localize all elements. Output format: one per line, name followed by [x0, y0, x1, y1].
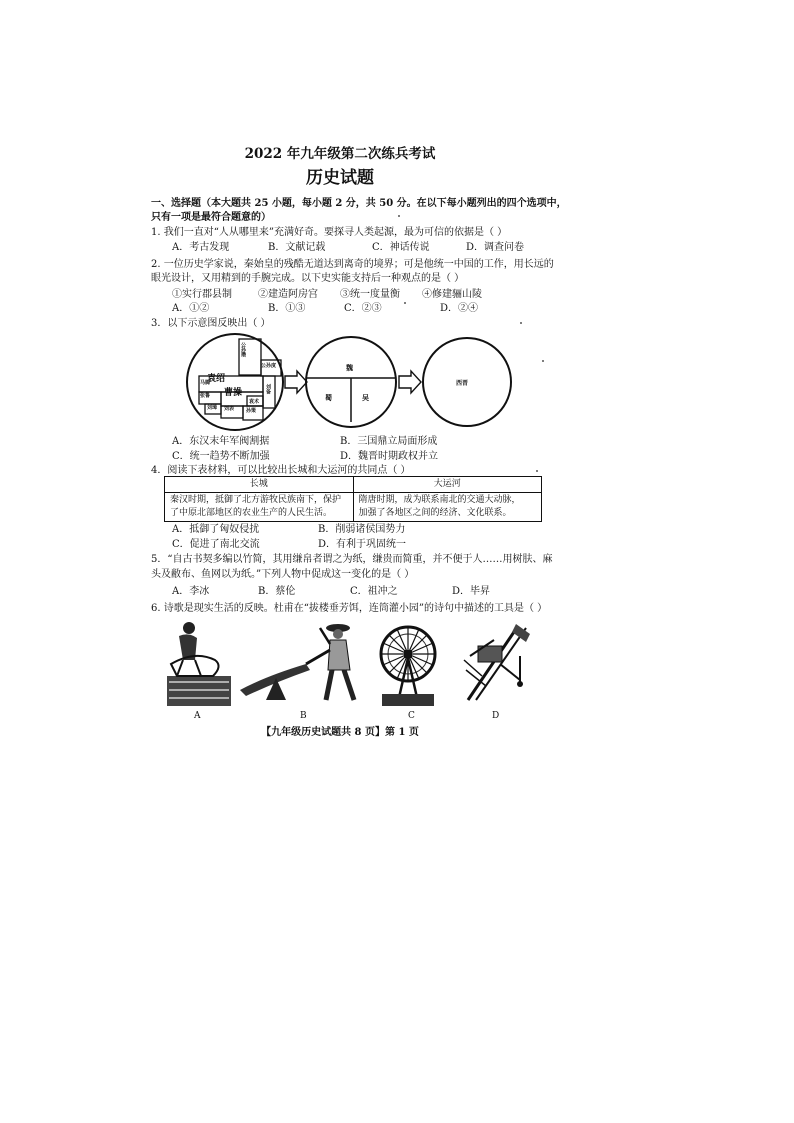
q2-option-a: A．①② — [172, 303, 210, 314]
tool-image-d — [460, 620, 540, 708]
map1-label-liubiao: 刘表 — [224, 406, 235, 412]
q5-option-b: B．蔡伦 — [258, 586, 296, 597]
map1-label-gongsundu: 公孙度 — [261, 363, 277, 369]
table-header-row — [165, 477, 542, 493]
scan-speck — [398, 215, 400, 217]
q5-option-d: D．毕昇 — [452, 586, 491, 597]
q2-option-d: D．②④ — [440, 303, 479, 314]
map3-label-xijin: 西晋 — [456, 380, 469, 387]
map1-label-gongsunzan: 公孙瓒 — [240, 342, 246, 357]
q2-stem-line1: 2. 一位历史学家说，秦始皇的残酷无道达到离奇的境界；可是他统一中国的工作，用长远的 — [151, 259, 554, 270]
tool-label-d: D — [492, 711, 500, 721]
map1-label-caocao: 曹操 — [224, 388, 243, 398]
section-heading-cont: 只有一项是最符合题意的） — [151, 212, 271, 223]
q1-option-c: C．神话传说 — [372, 242, 430, 253]
q2-option-c: C．②③ — [344, 303, 382, 314]
map1-label-yuanshu: 袁术 — [249, 399, 260, 405]
q2-statement-3: ③统一度量衡 — [340, 289, 400, 300]
q3-option-a: A．东汉末年军阀割据 — [172, 436, 270, 447]
q4-option-d: D．有利于巩固统一 — [318, 539, 407, 550]
q5-option-a: A．李冰 — [172, 586, 210, 597]
map2-label-wu: 吴 — [362, 393, 369, 402]
tool-image-a — [165, 620, 235, 708]
grand-canal-text-line1: 隋唐时期，成为联系南北的交通大动脉， — [358, 495, 521, 505]
q2-statement-2: ②建造阿房宫 — [258, 289, 318, 300]
q1-option-d: D．调查问卷 — [466, 242, 525, 253]
q1-option-b: B．文献记载 — [268, 242, 326, 253]
map1-label-yuanshao: 袁绍 — [207, 374, 226, 384]
q1-stem: 1. 我们一直对“人从哪里来”充满好奇。要探寻人类起源，最为可信的依据是（ ） — [151, 227, 508, 238]
tool-label-a: A — [194, 711, 201, 721]
grand-canal-text-line2: 加强了各地区之间的经济、文化联系。 — [358, 508, 512, 518]
q5-option-c: C．祖冲之 — [350, 586, 398, 597]
map1-label-liuzhang: 刘璋 — [207, 405, 218, 411]
scan-speck — [542, 360, 544, 362]
table-row — [165, 493, 542, 522]
table-header-great-wall: 长城 — [165, 477, 354, 493]
section-heading: 一、选择题（本大题共 25 小题，每小题 2 分，共 50 分。在以下每小题列出的四个选项中， — [151, 198, 567, 209]
table-cell-great-wall — [165, 493, 354, 522]
map1-label-liubei: 刘备 — [265, 384, 271, 394]
tool-image-b — [236, 620, 366, 708]
map1-label-zhanglu: 张鲁 — [200, 393, 211, 399]
scan-speck — [536, 470, 538, 472]
map2-label-wei: 魏 — [346, 363, 353, 372]
q3-maps-diagram — [185, 330, 525, 435]
q3-option-b: B．三国鼎立局面形成 — [340, 436, 438, 447]
q2-statement-4: ④修建骊山陵 — [422, 289, 482, 300]
q3-option-d: D．魏晋时期政权并立 — [340, 451, 439, 462]
scan-speck — [404, 302, 406, 304]
tool-label-b: B — [300, 711, 307, 721]
q5-stem-line2: 头及敝布、鱼网以为纸。”下列人物中促成这一变化的是（ ） — [151, 569, 415, 580]
q2-option-b: B．①③ — [268, 303, 306, 314]
q3-stem: 3．以下示意图反映出（ ） — [151, 318, 271, 329]
great-wall-text-line1: 秦汉时期，抵御了北方游牧民族南下，保护 — [170, 495, 342, 505]
table-cell-grand-canal — [353, 493, 542, 522]
tool-label-c: C — [408, 711, 415, 721]
map1-label-sunce: 孙策 — [246, 408, 257, 414]
map1-label-maxiu: 马腾 — [200, 380, 211, 386]
q4-option-c: C．促进了南北交流 — [172, 539, 260, 550]
page-footer: 【九年级历史试题共 8 页】第 1 页 — [261, 727, 419, 738]
q4-option-b: B．削弱诸侯国势力 — [318, 524, 406, 535]
great-wall-text-line2: 了中原北部地区的农业生产的人民生活。 — [170, 508, 333, 518]
q4-stem: 4．阅读下表材料，可以比较出长城和大运河的共同点（ ） — [151, 465, 411, 476]
q2-stem-line2: 眼光设计，又用精到的手腕完成。以下史实能支持后一种观点的是（ ） — [151, 273, 465, 284]
q4-option-a: A．抵御了匈奴侵扰 — [172, 524, 260, 535]
q5-stem-line1: 5．“自古书契多编以竹简，其用缣帛者谓之为纸，缣贵而简重，并不便于人……用树肤、麻 — [151, 554, 553, 565]
subject-title: 历史试题 — [306, 168, 374, 188]
exam-title: 2022 年九年级第二次练兵考试 — [244, 146, 436, 162]
q4-comparison-table — [164, 476, 542, 522]
table-header-grand-canal: 大运河 — [353, 477, 542, 493]
map2-label-shu: 蜀 — [325, 393, 332, 402]
scan-speck — [520, 322, 522, 324]
q2-statement-1: ①实行郡县制 — [172, 289, 232, 300]
q6-stem: 6. 诗歌是现实生活的反映。杜甫在“拔楼垂芳饵，连筒灌小园”的诗句中描述的工具是（ ） — [151, 603, 548, 614]
tool-image-c — [378, 622, 438, 708]
q3-option-c: C．统一趋势不断加强 — [172, 451, 270, 462]
q1-option-a: A．考古发现 — [172, 242, 230, 253]
